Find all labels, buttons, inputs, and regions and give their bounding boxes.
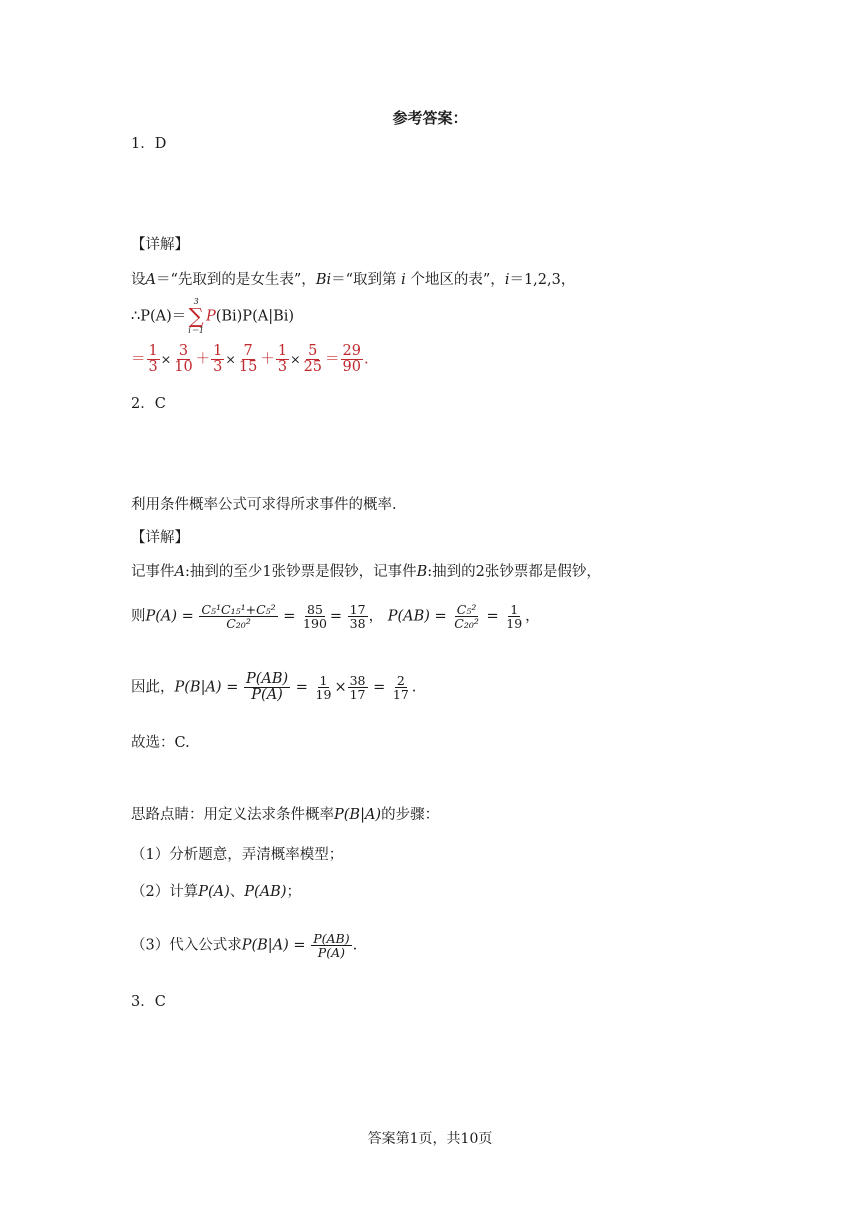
period: . [363, 351, 369, 368]
fraction [348, 674, 368, 701]
times: × [225, 351, 236, 367]
fraction [147, 344, 160, 375]
text: （3）代入公式求 [131, 937, 242, 954]
numerator: 85 [307, 602, 323, 617]
numerator: 1 [277, 343, 288, 359]
denominator: 15 [238, 359, 258, 376]
step-2 [131, 882, 301, 902]
denominator: 38 [349, 616, 366, 632]
numerator: 17 [349, 602, 366, 617]
text: ＝“取到第 [331, 272, 397, 288]
fraction [172, 344, 194, 375]
q1-total-probability-line [131, 298, 294, 335]
denominator: 25 [303, 359, 323, 376]
denominator: 190 [303, 616, 327, 632]
step-1: （1）分析题意，弄清概率模型； [131, 847, 344, 863]
answer-3: 3．C [131, 994, 166, 1010]
fraction [341, 344, 363, 375]
numerator: 7 [243, 343, 253, 359]
sum-upper: 3 [193, 297, 199, 306]
text: 个地区的表”， [410, 272, 505, 288]
fraction [276, 344, 289, 375]
text: :抽到的2张钞票都是假钞， [427, 564, 601, 580]
text: 、 [229, 884, 245, 900]
numerator: 3 [178, 343, 189, 359]
expr: P(A) [145, 608, 178, 625]
var-B: B [416, 564, 428, 580]
var-i: i [504, 272, 510, 288]
var-i: i [401, 272, 406, 288]
fraction [211, 344, 224, 375]
numerator: 1 [148, 343, 158, 359]
sum-lower: i＝1 [188, 326, 204, 335]
fraction [348, 603, 368, 630]
text: :抽到的至少1张钞票是假钞，记事件 [184, 564, 417, 580]
fraction [504, 603, 524, 630]
expr: P(AB) [387, 608, 430, 625]
equals: ＝ [325, 351, 340, 368]
analysis-2: 利用条件概率公式可求得所求事件的概率. [131, 497, 397, 513]
text: . [352, 937, 358, 954]
denominator: 17 [392, 687, 409, 703]
text: ＝“先取到的是女生表”， [155, 272, 316, 288]
answer-1: 1．D [131, 136, 167, 152]
denominator: C₂₀² [454, 616, 479, 632]
detail-label-2: 【详解】 [131, 530, 189, 546]
denominator: 90 [342, 359, 361, 376]
therefore-symbol: ∴ [131, 308, 141, 325]
numerator: 5 [308, 343, 318, 359]
text: 设 [131, 272, 146, 288]
expr: P(B|A) [334, 807, 382, 823]
denominator: 3 [277, 359, 288, 376]
denominator: P(A) [317, 945, 345, 961]
denominator: C₂₀² [226, 616, 251, 632]
numerator: 38 [349, 673, 366, 689]
expr: P(AB) [244, 884, 287, 900]
text: ＝1,2,3， [509, 272, 576, 288]
q1-computation-line [131, 344, 369, 375]
fraction [391, 674, 411, 701]
sigma: ∑ [188, 304, 204, 328]
text: 思路点睛：用定义法求条件概率 [131, 807, 334, 823]
numerator: C₅¹C₁₅¹+C₅² [201, 602, 276, 617]
fraction [237, 344, 259, 375]
denominator: P(A) [251, 687, 283, 704]
q2-conditional-line: 因此，P(B|A) = $\frac{P(AB)}{P(A)}$ = $\frac{1}{19}$ × $\frac{38}{17}$ = $\frac{2}{17}$ . [131, 671, 417, 704]
detail-label-1: 【详解】 [131, 237, 189, 253]
sum-symbol [188, 298, 204, 335]
denominator: 17 [349, 687, 366, 703]
expr: P(B|A) [241, 937, 289, 954]
tips-line [131, 805, 439, 825]
fraction [302, 344, 324, 375]
page-title: 参考答案： [392, 109, 468, 127]
numerator: P(AB) [245, 671, 289, 687]
page-footer: 答案第1页，共10页 [367, 1131, 493, 1147]
denominator: 3 [148, 359, 158, 376]
fraction [314, 674, 334, 701]
P: P [205, 308, 216, 325]
choice-2: 故选：C. [131, 735, 190, 751]
lhs: P(A)＝ [140, 308, 187, 325]
text: （2）计算 [131, 884, 199, 900]
denominator: 19 [315, 687, 332, 703]
fraction [199, 603, 277, 630]
fraction [311, 932, 351, 959]
numerator: C₅² [456, 602, 477, 617]
denominator: 10 [174, 359, 193, 376]
q1-definition-line [131, 270, 575, 290]
q2-probability-line: 则P(A) = $\frac{\text{C₅¹C₁₅¹+C₅²}}{\text{C₂₀²}}$ = $\frac{85}{190}$ = $\frac{17}{38}$ ， P(AB) = $\frac{\text{C₅²}}{\text{C₂₀²}}$ = $\frac{1}{19}$ ， [131, 602, 540, 632]
var-A: A [145, 272, 156, 288]
times: × [160, 351, 172, 367]
expr: P(A) [198, 884, 230, 900]
numerator: P(AB) [313, 931, 350, 946]
text: ； [286, 884, 301, 900]
times: × [290, 351, 301, 367]
text: 记事件 [131, 564, 175, 580]
plus: ＋ [260, 351, 275, 368]
numerator: 1 [510, 602, 519, 617]
text: 因此， [131, 679, 175, 696]
fraction [452, 603, 481, 630]
equals: ＝ [131, 351, 146, 368]
fraction [244, 672, 290, 703]
fraction [301, 603, 329, 630]
numerator: 29 [342, 343, 361, 359]
rest: (Bi)P(A|Bi) [215, 308, 295, 325]
text: 则 [131, 608, 146, 625]
numerator: 2 [396, 673, 405, 689]
numerator: 1 [319, 673, 328, 689]
denominator: 3 [213, 359, 223, 376]
plus: ＋ [195, 351, 211, 368]
expr: P(B|A) [174, 679, 222, 696]
numerator: 1 [213, 343, 223, 359]
var-A: A [174, 564, 185, 580]
step-3: （3）代入公式求P(B|A) = $\frac{P(AB)}{P(A)}$ . [131, 931, 358, 961]
denominator: 19 [506, 616, 523, 632]
text: 的步骤： [381, 807, 440, 823]
answer-2: 2．C [131, 396, 166, 412]
var-Bi: Bi [315, 272, 332, 288]
q2-event-line [131, 562, 601, 582]
